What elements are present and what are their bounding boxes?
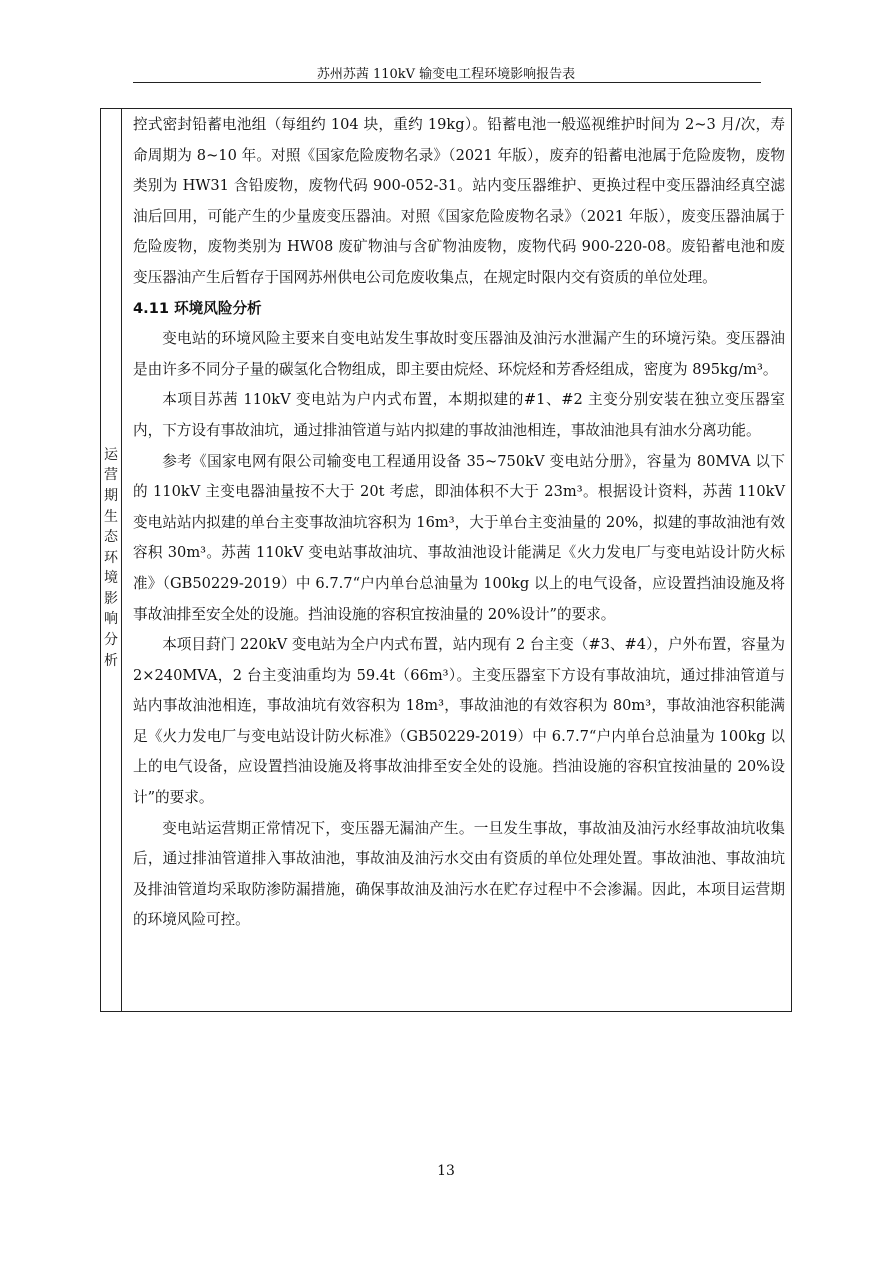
paragraph-fengmen-substation: 本项目葑门 220kV 变电站为全户内式布置，站内现有 2 台主变（#3、#4），户外布置，容量为 2×240MVA，2 台主变油重均为 59.4t（66m³）。主变压器室下方设有事故油坑，通过排油管道与站内事故油池相连，事故油坑有效容积为 18m³，事故油池的有效容积为 80m³，事故油池容积能满足《火力发电厂与变电站设计防火标准》（GB50229-2019）中 6.7.7“户内单台总油量为 100kg 以上的电气设备，应设置挡油设施及将事故油排至安全处的设施。挡油设施的容积宜按油量的 20%设计”的要求。 [133, 636, 785, 807]
document-header-title: 苏州苏茜 110kV 输变电工程环境影响报告表 [316, 67, 576, 82]
paragraph-hazardous-waste: 控式密封铅蓄电池组（每组约 104 块，重约 19kg）。铅蓄电池一般巡视维护时间为 2~3 月/次，寿命周期为 8~10 年。对照《国家危险废物名录》（2021 年版），废弃的铅蓄电池属于危险废物，废物类别为 HW31 含铅废物，废物代码 900-052-31。站内变压器维护、更换过程中变压器油经真空滤油后回用，可能产生的少量废变压器油。对照《国家危险废物名录》（2021 年版），废变压器油属于危险废物，废物类别为 HW08 废矿物油与含矿物油废物，废物代码 900-220-08。废铅蓄电池和废变压器油产生后暂存于国网苏州供电公司危废收集点，在规定时限内交有资质的单位处理。 [133, 116, 785, 286]
paragraph-suqian-substation: 本项目苏茜 110kV 变电站为户内式布置，本期拟建的#1、#2 主变分别安装在独立变压器室内，下方设有事故油坑，通过排油管道与站内拟建的事故油池相连，事故油池具有油水分离功能。 [133, 391, 785, 439]
paragraph-risk-source: 变电站的环境风险主要来自变电站发生事故时变压器油及油污水泄漏产生的环境污染。变压器油是由许多不同分子量的碳氢化合物组成，即主要由烷烃、环烷烃和芳香烃组成，密度为 895kg/m³。 [133, 330, 785, 378]
analysis-table [100, 108, 792, 1012]
header-divider [133, 82, 761, 83]
page-number: 13 [437, 1163, 455, 1179]
section-heading: 4.11 环境风险分析 [133, 299, 262, 317]
section-label: 运营期生态环境影响分析 [104, 446, 118, 669]
section-label-column [101, 109, 122, 1011]
analysis-content [133, 110, 785, 936]
paragraph-oil-volume: 参考《国家电网有限公司输变电工程通用设备 35~750kV 变电站分册》，容量为 80MVA 以下的 110kV 主变电器油量按不大于 20t 考虑，即油体积不大于 23m³。根据设计资料，苏茜 110kV 变电站站内拟建的单台主变事故油坑容积为 16m³，大于单台主变油量的 20%，拟建的事故油池有效容积 30m³。苏茜 110kV 变电站事故油坑、事故油池设计能满足《火力发电厂与变电站设计防火标准》（GB50229-2019）中 6.7.7“户内单台总油量为 100kg 以上的电气设备，应设置挡油设施及将事故油排至安全处的设施。挡油设施的容积宜按油量的 20%设计”的要求。 [133, 452, 785, 623]
paragraph-conclusion: 变电站运营期正常情况下，变压器无漏油产生。一旦发生事故，事故油及油污水经事故油坑收集后，通过排油管道排入事故油池，事故油及油污水交由有资质的单位处理处置。事故油池、事故油坑及排油管道均采取防渗防漏措施，确保事故油及油污水在贮存过程中不会渗漏。因此，本项目运营期的环境风险可控。 [133, 819, 785, 929]
